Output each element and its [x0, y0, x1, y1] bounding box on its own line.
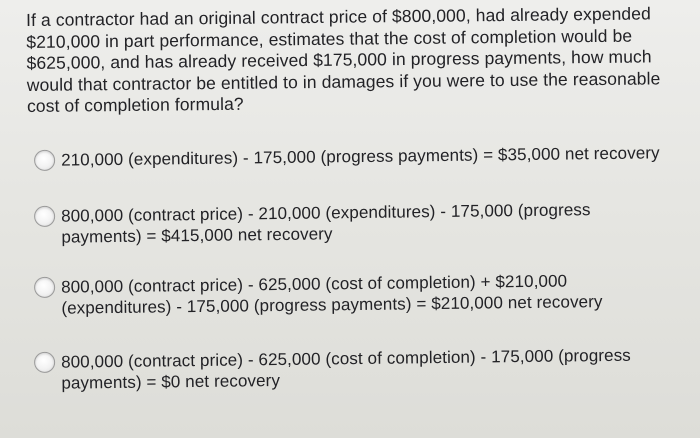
answer-option-2[interactable]	[34, 198, 684, 248]
answer-option-4[interactable]	[34, 344, 684, 394]
radio-button-icon[interactable]	[34, 150, 55, 171]
question-text: If a contractor had an original contract price of $800,000, had already expended $210,000 in part performance, estimates that the cost of completion would be $625,000, and has already received $175,000 in progress payments, how much would that contractor be entitled to in damages if you were to use the reasonable cost of completion formula?	[26, 3, 661, 116]
radio-button-icon[interactable]	[34, 352, 55, 373]
answer-option-label: 800,000 (contract price) - 625,000 (cost of completion) + $210,000 (expenditures) - 175,000 (progress payments) = $210,000 net recovery	[61, 271, 603, 318]
radio-button-icon[interactable]	[34, 206, 55, 227]
answer-option-1[interactable]	[34, 142, 684, 171]
answer-option-3[interactable]	[34, 269, 684, 319]
answer-option-label: 210,000 (expenditures) - 175,000 (progress payments) = $35,000 net recovery	[61, 143, 660, 170]
answer-option-label: 800,000 (contract price) - 625,000 (cost of completion) - 175,000 (progress payments) = $0 net recovery	[61, 345, 631, 393]
answer-option-label: 800,000 (contract price) - 210,000 (expenditures) - 175,000 (progress payments) = $415,000 net recovery	[61, 200, 591, 247]
radio-button-icon[interactable]	[34, 277, 55, 298]
